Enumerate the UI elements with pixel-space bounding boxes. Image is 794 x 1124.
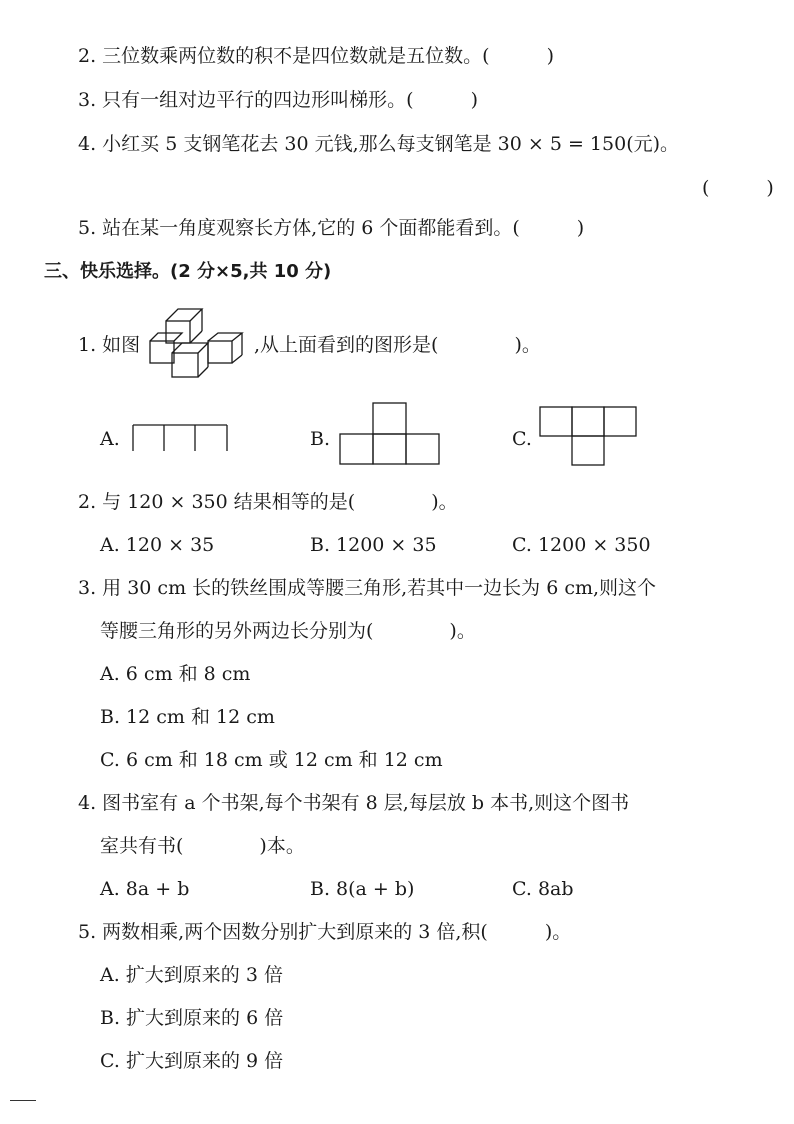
q3-option-a: A. 6 cm 和 8 cm xyxy=(100,663,251,685)
q4-option-b: B. 8(a + b) xyxy=(310,878,415,900)
q2-option-c: C. 1200 × 350 xyxy=(512,534,651,556)
judge-q4: 4. 小红买 5 支钢笔花去 30 元钱,那么每支钢笔是 30 × 5 = 150(元)。 xyxy=(78,133,680,155)
choice-q5-stem: 5. 两数相乘,两个因数分别扩大到原来的 3 倍,积( )。 xyxy=(78,921,572,943)
choice-q1-prefix: 1. 如图 xyxy=(78,334,141,356)
judge-q2: 2. 三位数乘两位数的积不是四位数就是五位数。( ) xyxy=(78,45,554,67)
q1-option-c-label: C. xyxy=(512,428,532,450)
section-heading-choice: 三、快乐选择。(2 分×5,共 10 分) xyxy=(44,261,332,282)
q2-option-a: A. 120 × 35 xyxy=(100,534,215,556)
q5-option-c: C. 扩大到原来的 9 倍 xyxy=(100,1050,284,1072)
choice-q3-stem-line2: 等腰三角形的另外两边长分别为( )。 xyxy=(100,620,476,642)
q5-option-a: A. 扩大到原来的 3 倍 xyxy=(100,964,283,986)
judge-q3: 3. 只有一组对边平行的四边形叫梯形。( ) xyxy=(78,89,478,111)
q5-option-b: B. 扩大到原来的 6 倍 xyxy=(100,1007,284,1029)
q3-option-b: B. 12 cm 和 12 cm xyxy=(100,706,275,728)
judge-q4-answer-paren: ( ) xyxy=(702,177,774,199)
choice-q4-stem-line2: 室共有书( )本。 xyxy=(100,835,305,857)
q3-option-c: C. 6 cm 和 18 cm 或 12 cm 和 12 cm xyxy=(100,749,443,771)
q2-option-b: B. 1200 × 35 xyxy=(310,534,437,556)
choice-q3-stem-line1: 3. 用 30 cm 长的铁丝围成等腰三角形,若其中一边长为 6 cm,则这个 xyxy=(78,577,657,599)
three-squares-row-shape xyxy=(130,424,230,452)
q1-option-b-label: B. xyxy=(310,428,331,450)
judge-q5: 5. 站在某一角度观察长方体,它的 6 个面都能看到。( ) xyxy=(78,217,585,239)
t-shape-three-bottom-one-top xyxy=(338,402,442,466)
page-corner-rule xyxy=(10,1100,36,1101)
q4-option-a: A. 8a + b xyxy=(100,878,190,900)
three-top-one-bottom-shape xyxy=(538,406,640,468)
cube-stack-figure xyxy=(148,303,248,381)
q1-option-a-label: A. xyxy=(100,428,120,450)
choice-q1-suffix: ,从上面看到的图形是( )。 xyxy=(254,334,541,356)
q4-option-c: C. 8ab xyxy=(512,878,574,900)
choice-q2-stem: 2. 与 120 × 350 结果相等的是( )。 xyxy=(78,491,458,513)
choice-q4-stem-line1: 4. 图书室有 a 个书架,每个书架有 8 层,每层放 b 本书,则这个图书 xyxy=(78,792,630,814)
